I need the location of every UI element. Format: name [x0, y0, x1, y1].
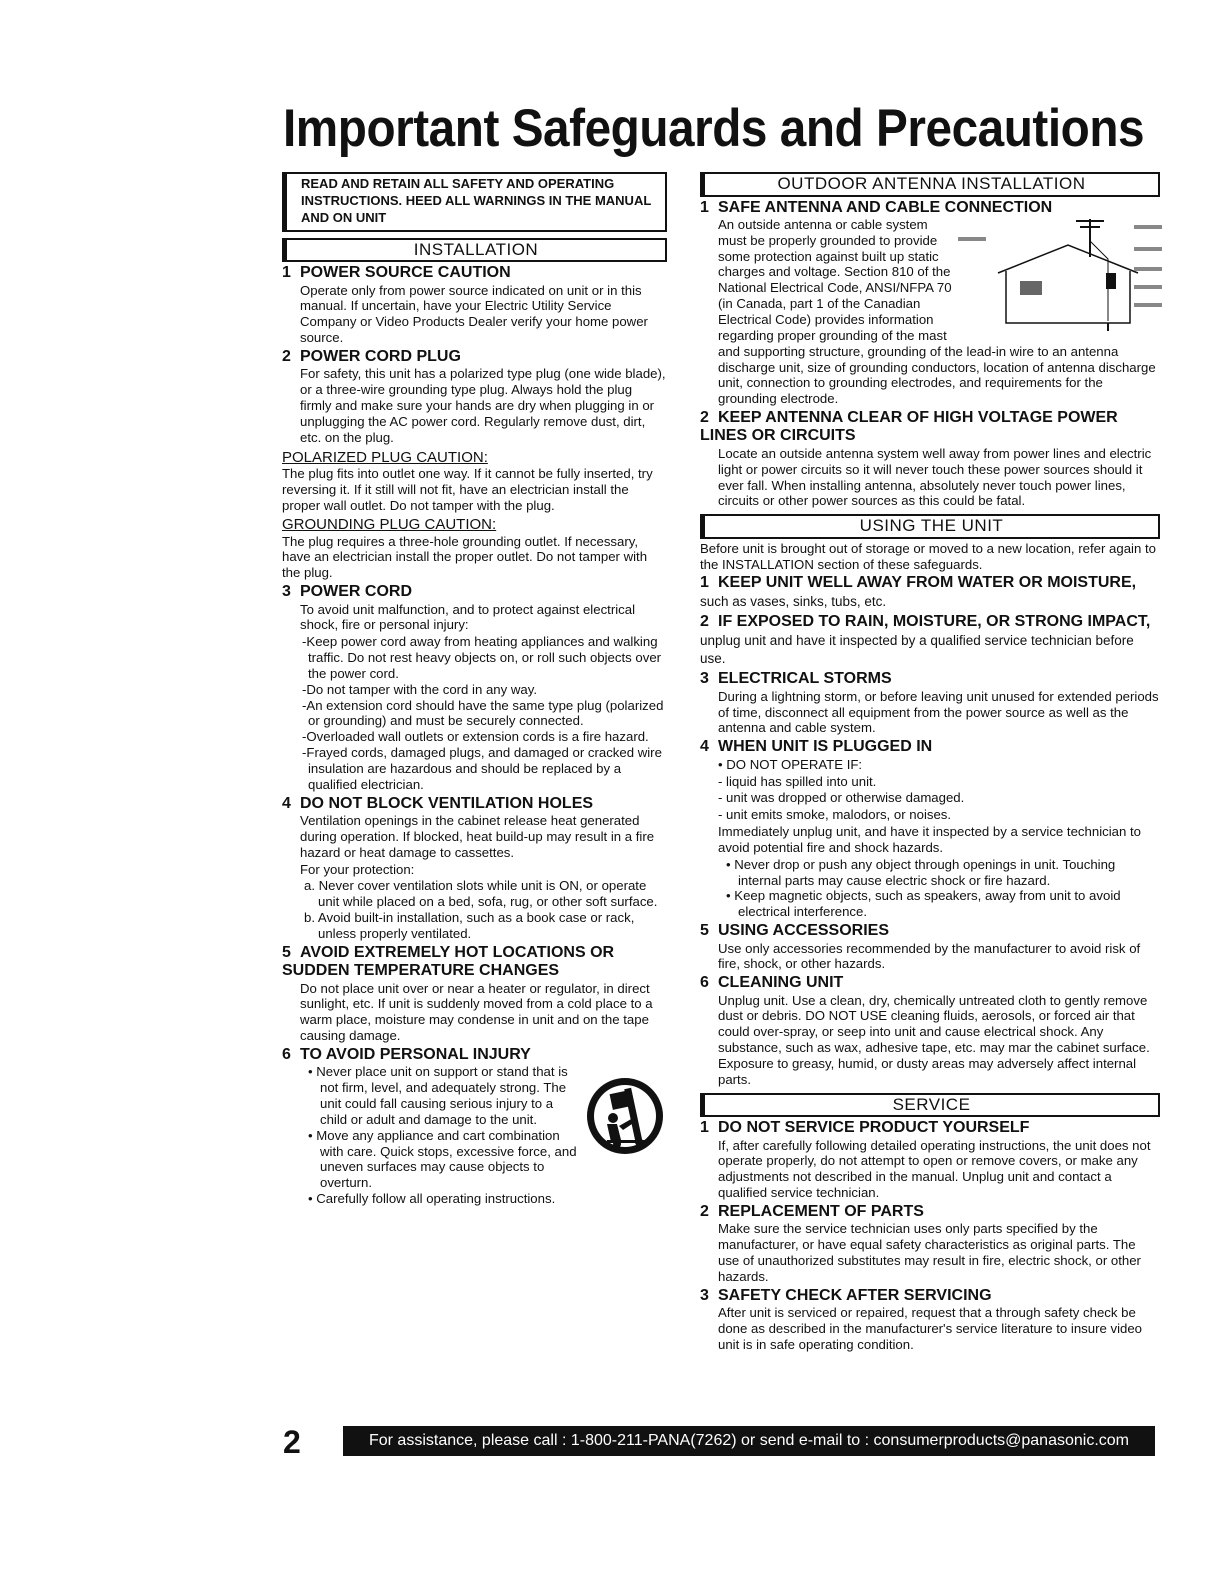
list-item: • Never drop or push any object through openings in unit. Touching internal parts may cause electric shock or fire hazard.	[726, 856, 1116, 888]
text-power-cord: To avoid unit malfunction, and to protect against electrical shock, fire or personal injury:	[300, 601, 636, 633]
item-do-not-service: 1 DO NOT SERVICE PRODUCT YOURSELF	[700, 1119, 1030, 1137]
assistance-banner: For assistance, please call : 1-800-211-PANA(7262) or send e-mail to : consumerproducts@panasonic.com	[343, 1426, 1155, 1456]
list-item: • Move any appliance and cart combination with care. Quick stops, excessive force, and uneven surfaces may cause objects to overturn.	[308, 1127, 577, 1191]
heading-grounding: GROUNDING PLUG CAUTION:	[282, 516, 497, 534]
notice-box: READ AND RETAIN ALL SAFETY AND OPERATING INSTRUCTIONS. HEED ALL WARNINGS IN THE MANUAL AND ON UNIT	[282, 172, 667, 232]
item-keep-away-water: 1 KEEP UNIT WELL AWAY FROM WATER OR MOISTURE, such as vases, sinks, tubs, etc.	[700, 574, 1137, 609]
item-replacement-parts: 2 REPLACEMENT OF PARTS	[700, 1203, 924, 1220]
text-cleaning: Unplug unit. Use a clean, dry, chemically untreated cloth to gently remove dust or debris. DO NOT USE cleaning fluids, aerosols, or forced air that could over-spray, or seep into unit and cause electrical shock. Any substance, such as wax, adhesive tape, etc. may mar the cabinet surface. Exposure to greasy, humid, or dusty areas may adversely affect internal parts.	[718, 992, 1150, 1087]
text-polarized: The plug fits into outlet one way. If it cannot be fully inserted, try reversing it. If it still will not fit, have an electrician install the proper wall outlet. Do not tamper with the plug.	[282, 465, 653, 513]
text-safe-antenna: An outside antenna or cable system must be properly grounded to provide some protection against built up static charges and voltage. Section 810 of the National Electrical Code, ANSI/NFPA 70 (in Canada, part 1 of the Canadian Electrical Code) provides information regarding proper grounding of the mast and supporting structure, grounding of the lead-in wire to an antenna discharge unit, size of grounding conductors, location of antenna discharge unit, connection to grounding electrodes, and requirements for the grounding electrode.	[718, 217, 1160, 407]
section-heading-service: SERVICE	[700, 1093, 1160, 1118]
item-ventilation: 4 DO NOT BLOCK VENTILATION HOLES	[282, 794, 594, 812]
text-keep-antenna-clear: Locate an outside antenna system well away from power lines and electric light or power circuits so it will never touch these power sources should it ever fall. When installing antenna, absolutely never touch power lines, circuits or other power sources as this could be fatal.	[718, 445, 1152, 509]
text-electrical-storms: During a lightning storm, or before leaving unit unused for extended periods of time, disconnect all equipment from the power source as well as the antenna and cable system.	[718, 688, 1159, 736]
text-plugged-in: Immediately unplug unit, and have it inspected by a service technician to avoid potential fire and shock hazards.	[718, 824, 1141, 855]
left-column	[282, 172, 667, 1207]
item-plugged-in: 4 WHEN UNIT IS PLUGGED IN	[700, 738, 933, 756]
list-item: -Frayed cords, damaged plugs, and damaged or cracked wire insulation are hazardous and should be replaced by a qualified electrician.	[302, 745, 662, 792]
item-personal-injury: 6 TO AVOID PERSONAL INJURY	[282, 1045, 531, 1063]
list-item: • Carefully follow all operating instructions.	[308, 1191, 556, 1207]
item-cleaning: 6 CLEANING UNIT	[700, 974, 844, 992]
list-item: -An extension cord should have the same type plug (polarized or grounding) and must be securely connected.	[302, 697, 664, 729]
item-power-cord-plug: 2 POWER CORD PLUG	[282, 347, 461, 365]
text-hot-locations: Do not place unit over or near a heater or regulator, in direct sunlight, etc. If unit is suddenly moved from a cold place to a warm place, moisture may condense in unit and on the tape causing damage.	[300, 980, 653, 1044]
list-item: a. Never cover ventilation slots while unit is ON, or operate unit while placed on a bed, sofa, rug, or other soft surface.	[304, 878, 658, 910]
list-item: - unit was dropped or otherwise damaged.	[718, 790, 965, 806]
text-do-not-operate: • DO NOT OPERATE IF:	[718, 756, 863, 772]
text-power-cord-plug: For safety, this unit has a polarized type plug (one wide blade), or a three-wire grounding type plug. Always hold the plug firmly and make sure your hands are dry when plugging in or unplugging the AC power cord. Regularly remove dust, dirt, etc. on the plug.	[300, 366, 666, 445]
text-replacement-parts: Make sure the service technician uses only parts specified by the manufacturer, or have equal safety characteristics as original parts. The use of unauthorized substitutes may result in fire, electric shock, or other hazards.	[718, 1221, 1141, 1284]
text-power-source: Operate only from power source indicated on unit or in this manual. If uncertain, have your Electric Utility Service Company or Video Products Dealer verify your home power source.	[300, 282, 648, 346]
antenna-grounding-diagram	[958, 211, 1168, 337]
item-hot-locations: 5 AVOID EXTREMELY HOT LOCATIONS OR SUDDEN TEMPERATURE CHANGES	[282, 943, 615, 980]
text-grounding: The plug requires a three-hole grounding outlet. If necessary, have an electrician install the proper outlet. Do not tamper with the plug.	[282, 533, 648, 581]
text-using-intro: Before unit is brought out of storage or moved to a new location, refer again to the INSTALLATION section of these safeguards.	[700, 540, 1156, 572]
item-electrical-storms: 3 ELECTRICAL STORMS	[700, 670, 892, 688]
list-item: - unit emits smoke, malodors, or noises.	[718, 807, 952, 823]
section-heading-outdoor-antenna: OUTDOOR ANTENNA INSTALLATION	[700, 172, 1160, 197]
list-item: -Keep power cord away from heating appliances and walking traffic. Do not rest heavy objects on, or roll such objects over the power cord.	[302, 634, 662, 681]
item-safe-antenna: 1 SAFE ANTENNA AND CABLE CONNECTION	[700, 198, 1053, 216]
list-item: • Never place unit on support or stand that is not firm, level, and adequately strong. The unit could fall causing serious injury to a child or adult and damage to the unit.	[308, 1064, 568, 1127]
text-protection: For your protection:	[300, 861, 415, 877]
list-item: -Do not tamper with the cord in any way.	[302, 681, 538, 697]
item-power-source: 1 POWER SOURCE CAUTION	[282, 264, 511, 282]
page-number: 2	[283, 1424, 301, 1460]
list-item: -Overloaded wall outlets or extension cords is a fire hazard.	[302, 729, 649, 745]
list-item: • Keep magnetic objects, such as speakers, away from unit to avoid electrical interference.	[726, 888, 1121, 920]
page-title: Important Safeguards and Precautions	[283, 99, 1145, 158]
item-power-cord: 3 POWER CORD	[282, 583, 412, 601]
section-heading-using-unit: USING THE UNIT	[700, 514, 1160, 539]
item-keep-antenna-clear: 2 KEEP ANTENNA CLEAR OF HIGH VOLTAGE POWER LINES OR CIRCUITS	[700, 409, 1118, 445]
list-item: b. Avoid built-in installation, such as a book case or rack, unless properly ventilated.	[304, 910, 635, 941]
text-safety-check: After unit is serviced or repaired, request that a through safety check be done as described in the manufacturer's service literature to insure video unit is in safe operating condition.	[718, 1305, 1143, 1352]
text-do-not-service: If, after carefully following detailed operating instructions, the unit does not operate properly, do not attempt to open or remove covers, or make any adjustments not described in the manual. Unplug unit and contact a qualified service technician.	[718, 1137, 1151, 1201]
text-accessories: Use only accessories recommended by the manufacturer to avoid risk of fire, shock, or other hazards.	[718, 940, 1141, 972]
item-safety-check: 3 SAFETY CHECK AFTER SERVICING	[700, 1286, 992, 1304]
cart-tip-warning-icon	[583, 1066, 667, 1167]
section-heading-installation: INSTALLATION	[282, 238, 667, 263]
text-ventilation: Ventilation openings in the cabinet release heat generated during operation. If blocked, heat build-up may result in a fire hazard or heat damage to cassettes.	[300, 813, 655, 860]
item-accessories: 5 USING ACCESSORIES	[700, 922, 889, 940]
heading-polarized: POLARIZED PLUG CAUTION:	[282, 448, 488, 466]
item-exposed-rain: 2 IF EXPOSED TO RAIN, MOISTURE, OR STRONG IMPACT, unplug unit and have it inspected by a qualified service technician before use.	[700, 613, 1151, 667]
list-item: - liquid has spilled into unit.	[718, 773, 877, 789]
right-column	[700, 172, 1160, 1354]
